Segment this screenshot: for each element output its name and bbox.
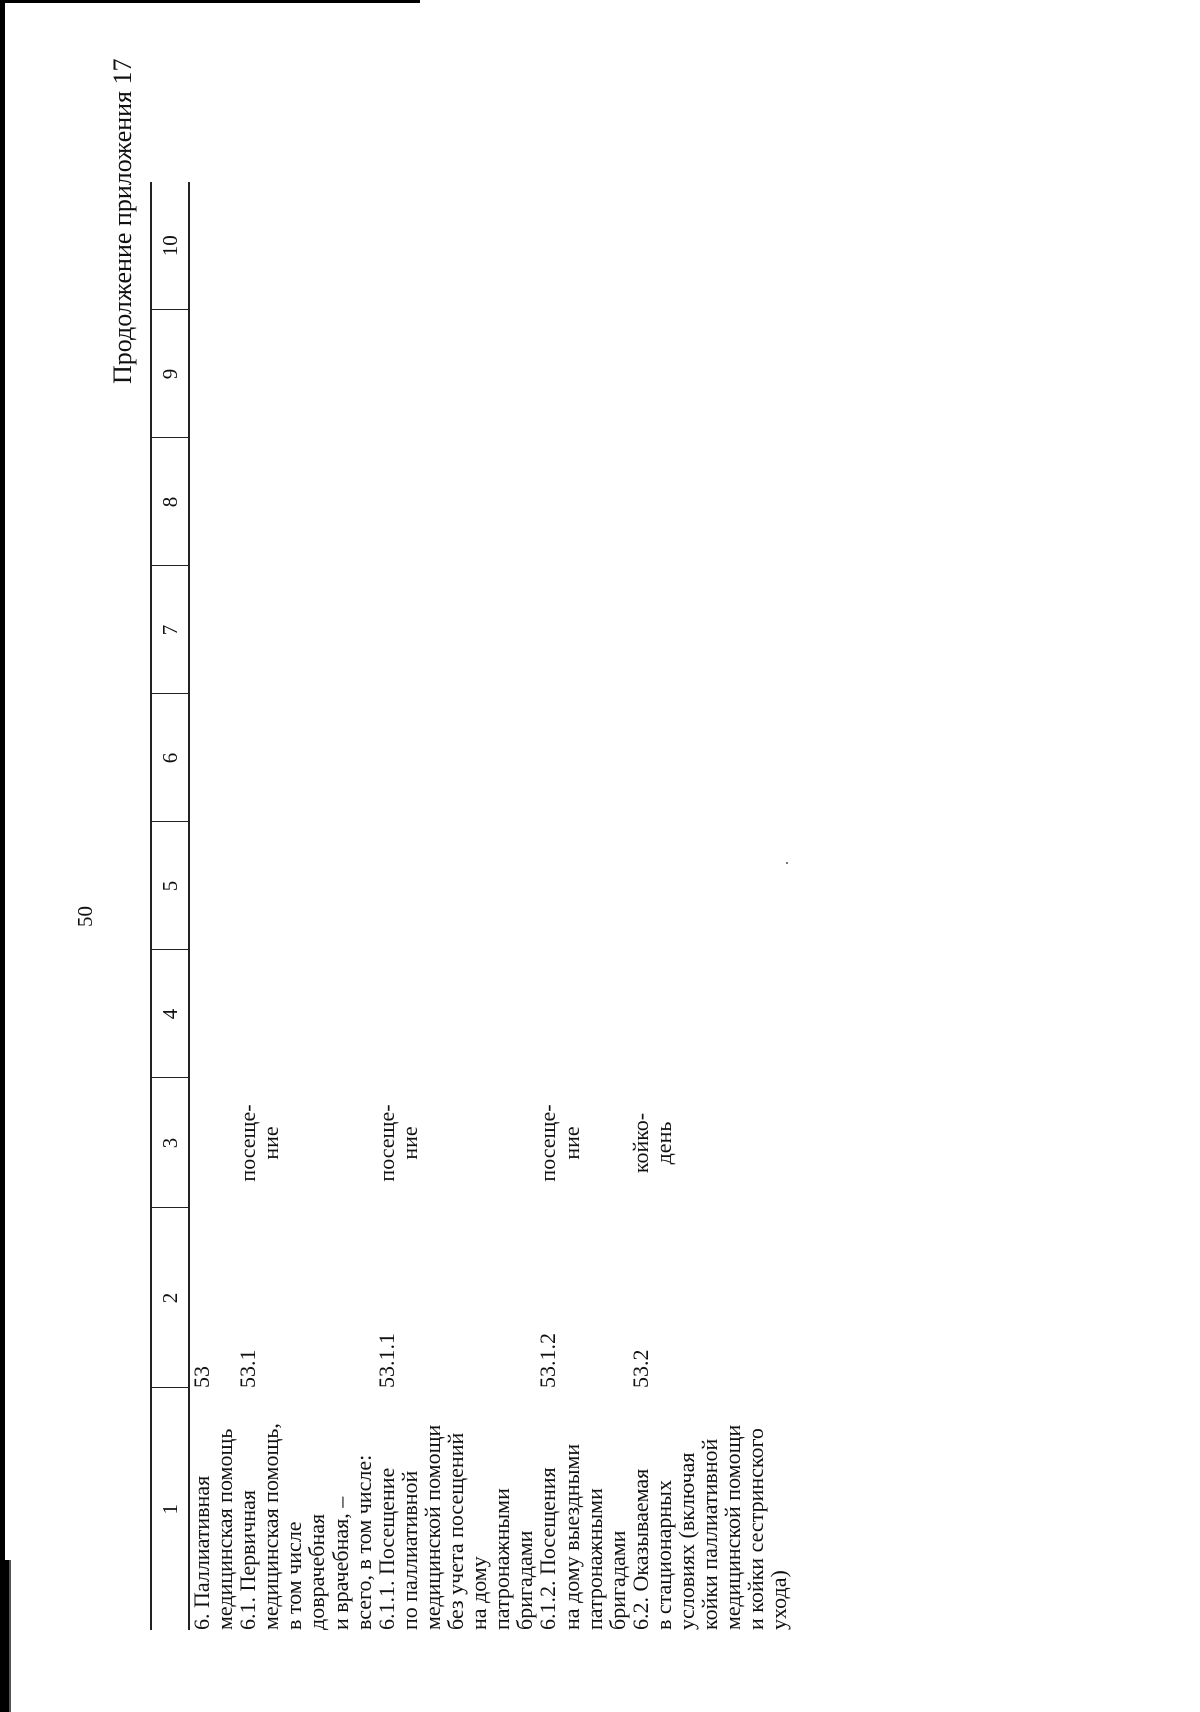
table-row xyxy=(536,182,628,1630)
data-table xyxy=(150,182,790,1630)
column-header: 6 xyxy=(151,694,189,822)
continuation-label: Продолжение приложения 17 xyxy=(108,58,137,384)
column-header: 9 xyxy=(151,310,189,438)
column-header: 8 xyxy=(151,438,189,566)
page-number: 50 xyxy=(73,906,97,927)
row-code: 53.1.1 xyxy=(373,1333,399,1388)
table-header-row xyxy=(151,182,189,1630)
column-header: 10 xyxy=(151,182,189,310)
row-unit: койко- день xyxy=(627,1112,676,1174)
table-row xyxy=(189,182,236,1630)
row-name: 6.1.2. Посещения на дому выездными патронажными бригадами xyxy=(535,1443,630,1630)
row-code: 53.1.2 xyxy=(535,1333,561,1388)
column-header: 1 xyxy=(151,1388,189,1630)
row-unit: посеще- ние xyxy=(373,1104,422,1182)
row-name: 6.1.1. Посещение по паллиативной медицинской помощи без учета посещений на дому патронажными бригадами xyxy=(373,1424,538,1630)
table-row xyxy=(629,182,791,1630)
table-row xyxy=(375,182,537,1630)
column-header: 2 xyxy=(151,1208,189,1388)
row-name: 6.1. Первичная медицинская помощь, в том числе доврачебная и врачебная, – всего, в том числе: xyxy=(235,1423,376,1630)
row-code: 53.1 xyxy=(235,1349,261,1388)
row-unit: посеще- ние xyxy=(535,1104,584,1182)
table-row xyxy=(236,182,375,1630)
column-header: 4 xyxy=(151,950,189,1078)
row-name: 6.2. Оказываемая в стационарных условиях (включая койки паллиативной медицинской помощи и койки сестринского ухода) xyxy=(627,1424,792,1630)
row-code: 53.2 xyxy=(627,1349,653,1388)
row-name: 6. Паллиативная медицинская помощь xyxy=(189,1428,238,1630)
column-header: 7 xyxy=(151,566,189,694)
row-unit: посеще- ние xyxy=(235,1104,284,1182)
row-code: 53 xyxy=(189,1366,214,1388)
column-header: 5 xyxy=(151,822,189,950)
column-header: 3 xyxy=(151,1078,189,1208)
